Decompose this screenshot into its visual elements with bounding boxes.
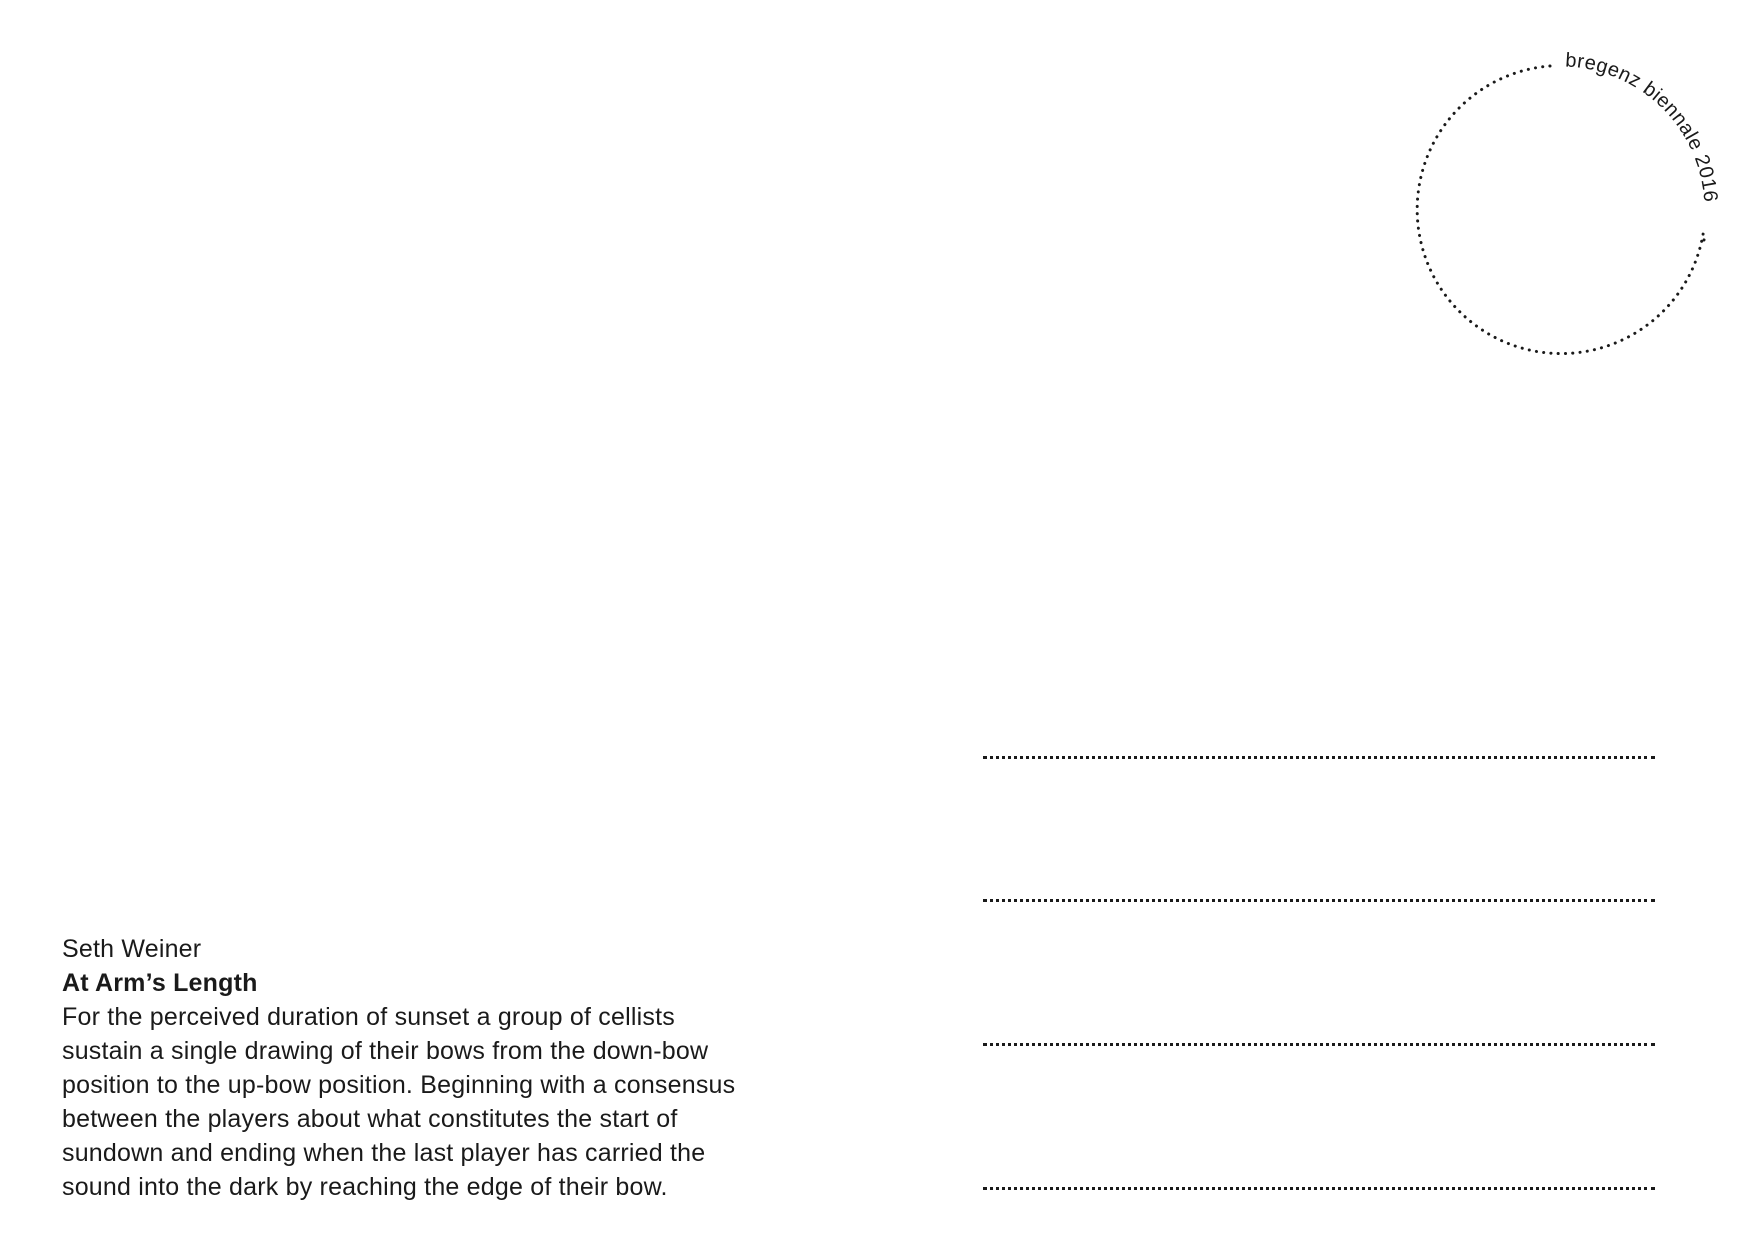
description-line: between the players about what constitutes the start of bbox=[62, 1105, 678, 1133]
stamp-dotted-tail bbox=[1704, 236, 1705, 240]
description-line: sound into the dark by reaching the edge of their bow. bbox=[62, 1173, 668, 1201]
description-line: position to the up-bow position. Beginning with a consensus bbox=[62, 1071, 736, 1099]
address-line[interactable] bbox=[983, 1043, 1655, 1046]
address-line[interactable] bbox=[983, 756, 1655, 759]
address-lines bbox=[983, 0, 1655, 1241]
artwork-description bbox=[62, 1000, 822, 1204]
artist-name: Seth Weiner bbox=[62, 935, 202, 963]
description-line: For the perceived duration of sunset a group of cellists bbox=[62, 1003, 675, 1031]
stamp-label-path: bregenz biennale 2016 bbox=[1564, 49, 1722, 204]
description-line: sustain a single drawing of their bows from the down-bow bbox=[62, 1037, 709, 1065]
artwork-title: At Arm’s Length bbox=[62, 969, 258, 997]
address-line[interactable] bbox=[983, 1187, 1655, 1190]
address-line[interactable] bbox=[983, 899, 1655, 902]
artwork-caption bbox=[62, 932, 822, 1204]
description-line: sundown and ending when the last player has carried the bbox=[62, 1139, 706, 1167]
